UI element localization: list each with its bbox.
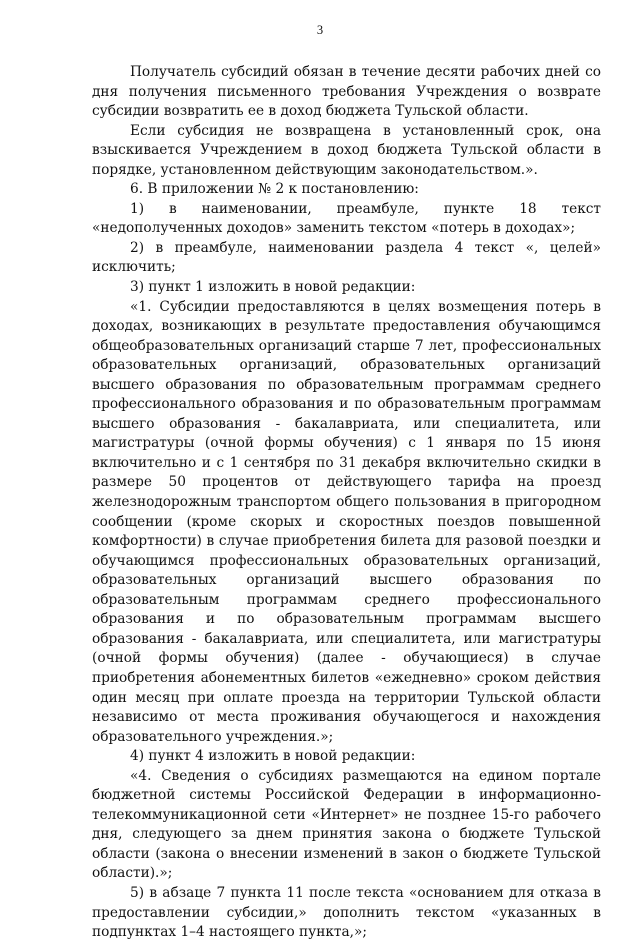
paragraph-item-1-replace-text: 1) в наименовании, преамбуле, пункте 18 текст «недополученных доходов» заменить текстом «потерь в доходах»; (92, 200, 601, 237)
paragraph-appendix-2-heading: 6. В приложении № 2 к постановлению: (130, 181, 419, 198)
paragraph-item-2-remove-text: 2) в преамбуле, наименовании раздела 4 текст «, целей» исключить; (92, 239, 601, 276)
paragraph-clause-1-text: «1. Субсидии предоставляются в целях возмещения потерь в доходах, возникающих в результате предоставления обучающимся общеобразовательных организаций старше 7 лет, профессиональных образовательных организаций, образовательных организаций высшего образования по образовательным программам среднего профессионального образования и по образовательным программам высшего образования - бакалавриата, или специалитета, или магистратуры (очной формы обучения) с 1 января по 15 июня включительно и с 1 сентября по 31 декабря включительно скидки в размере 50 процентов от действующего тарифа на проезд железнодорожным транспортом общего пользования в пригородном сообщении (кроме скорых и скоростных поездов повышенной комфортности) в случае приобретения билета для разовой поездки и обучающимся профессиональных образовательных организаций, образовательных организаций высшего образования по образовательным программам среднего профессионального образования и по образовательным программам высшего образования - бакалавриата, или специалитета, или магистратуры (очной формы обучения) (далее - обучающиеся) в случае приобретения абонементных билетов «ежедневно» сроком действия один месяц при оплате проезда на территории Тульской области независимо от места проживания обучающегося и нахождения образовательного учреждения.»; (92, 298, 601, 745)
page-number: 3 (316, 23, 324, 37)
paragraph-clause-4-text: «4. Сведения о субсидиях размещаются на едином портале бюджетной системы Российской Федерации в информационно-телекоммуникационной сети «Интернет» не позднее 15-го рабочего дня, следующего за днем принятия закона о бюджете Тульской области (закона о внесении изменений в закон о бюджете Тульской области).»; (92, 767, 601, 882)
paragraph-item-3-new-edition: 3) пункт 1 изложить в новой редакции: (130, 279, 416, 296)
document-body (92, 63, 601, 943)
paragraph-recipient-obligation: Получатель субсидий обязан в течение десяти рабочих дней со дня получения письменного требования Учреждения о возврате субсидии возвратить ее в доход бюджета Тульской области. (92, 64, 601, 120)
paragraph-subsidy-recovery: Если субсидия не возвращена в установленный срок, она взыскивается Учреждением в доход бюджета Тульской области в порядке, установленном действующим законодательством.». (92, 122, 601, 178)
paragraph-item-4-new-edition: 4) пункт 4 изложить в новой редакции: (130, 748, 416, 765)
paragraph-item-5-addition: 5) в абзаце 7 пункта 11 после текста «основанием для отказа в предоставлении субсидии,» дополнить текстом «указанных в подпунктах 1–4 настоящего пункта,»; (92, 884, 601, 941)
